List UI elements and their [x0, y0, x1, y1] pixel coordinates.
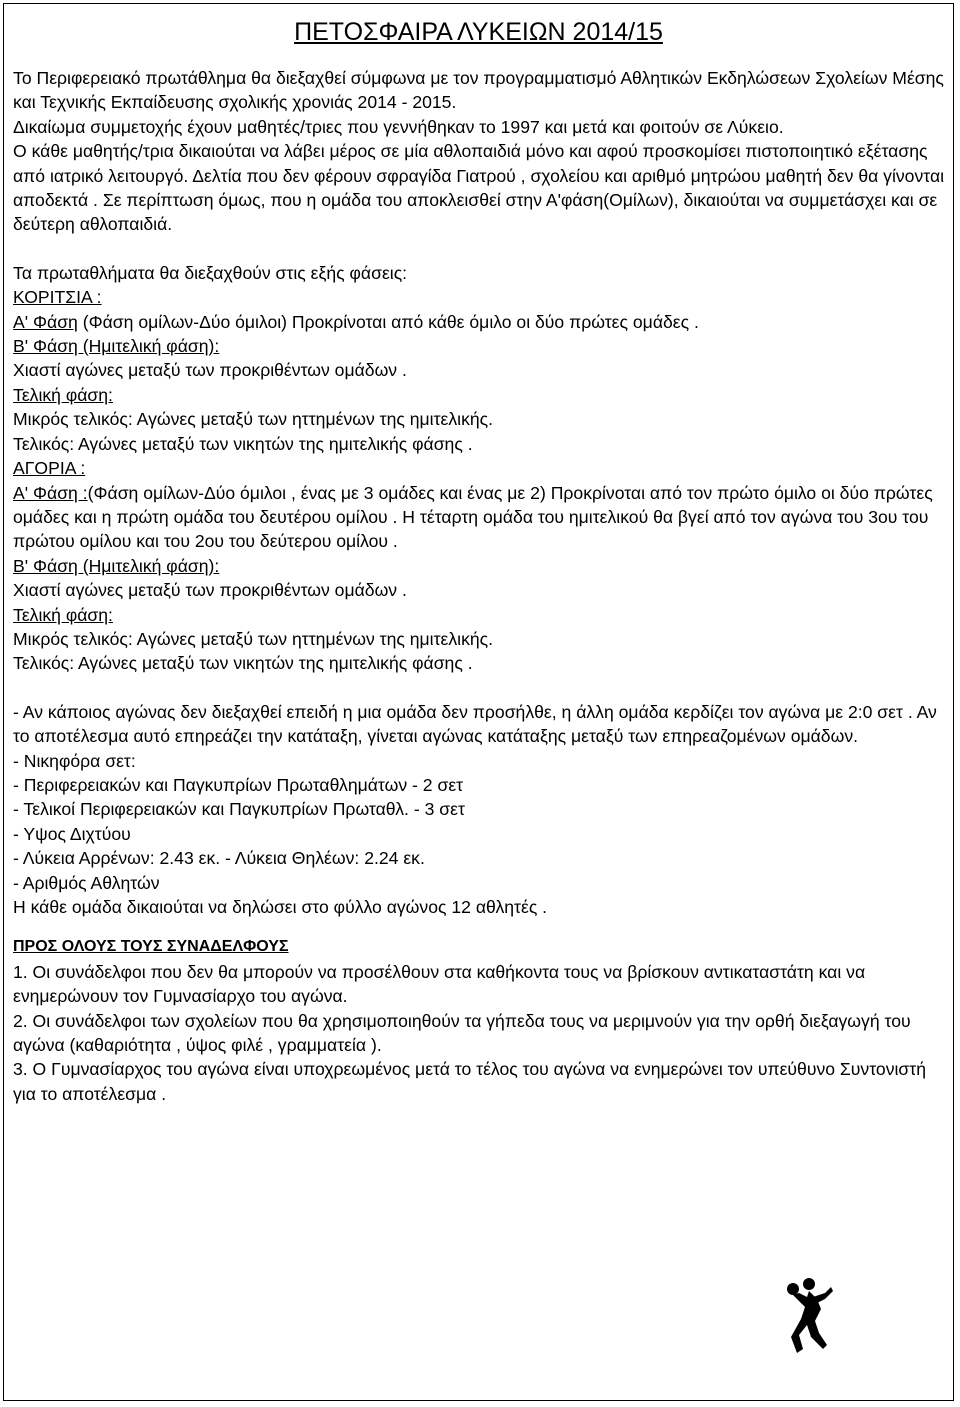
boys-final: Τελικός: Αγώνες μεταξύ των νικητών της ημιτελικής φάσης .	[13, 653, 473, 674]
girls-phase-a-text: (Φάση ομίλων-Δύο όμιλοι) Προκρίνοται από κάθε όμιλο οι δύο πρώτες ομάδες .	[77, 311, 699, 332]
intro-paragraph-3: Ο κάθε μαθητής/τρια δικαιούται να λάβει μέρος σε μία αθλοπαιδιά μόνο και αφού προσκομίσει πιστοποιητικό εξέτασης από ιατρικό λειτουργό. Δελτία που δεν φέρουν σφραγίδα Γιατρού , σχολείου και αριθμό μητρώου μαθητή δεν θα γίνονται αποδεκτά . Σε περίπτωση όμως, που η ομάδα του αποκλεισθεί στην Α'φάση(Ομίλων), δικαιούται να συμμετάσχει και σε δεύτερη αθλοπαιδιά.	[13, 141, 945, 235]
girls-phase-a-label: Α' Φάση	[13, 311, 78, 332]
girls-heading: ΚΟΡΙΤΣΙΑ :	[13, 287, 102, 308]
document-body	[13, 66, 948, 1106]
boys-small-final: Μικρός τελικός: Αγώνες μεταξύ των ηττημένων της ημιτελικής.	[13, 628, 494, 649]
boys-heading: ΑΓΟΡΙΑ :	[13, 458, 86, 479]
document-page	[3, 3, 954, 1401]
colleagues-item-3: 3. Ο Γυμνασίαρχος του αγώνα είναι υποχρεωμένος μετά το τέλος του αγώνα να ενημερώνει τον υπεύθυνο Συντονιστή για το αποτέλεσμα .	[13, 1059, 927, 1104]
rule-net-heading: - Υψος Διχτύου	[13, 823, 131, 844]
girls-final: Τελικός: Αγώνες μεταξύ των νικητών της ημιτελικής φάσης .	[13, 433, 473, 454]
colleagues-item-2: 2. Οι συνάδελφοι των σχολείων που θα χρησιμοποιηθούν τα γήπεδα τους να μεριμνούν για την ορθή διεξαγωγή του αγώνα (καθαριότητα , ύψος φιλέ , γραμματεία ).	[13, 1010, 911, 1056]
boys-phase-a-label: Α' Φάση :	[13, 482, 88, 503]
colleagues-heading: ΠΡΟΣ ΟΛΟΥΣ ΤΟΥΣ ΣΥΝΑΔΕΛΦΟΥΣ	[13, 938, 289, 956]
rule-sets-heading: - Νικηφόρα σετ:	[13, 750, 136, 771]
girls-phase-b-label: Β' Φάση (Ημιτελική φάση):	[13, 336, 220, 357]
rule-athletes-text: Η κάθε ομάδα δικαιούται να δηλώσει στο φύλλο αγώνος 12 αθλητές .	[13, 897, 548, 917]
rule-sets-regional: - Περιφερειακών και Παγκυπρίων Πρωταθλημάτων - 2 σετ	[13, 774, 464, 795]
boys-phase-a-text: (Φάση ομίλων-Δύο όμιλοι , ένας με 3 ομάδες και ένας με 2) Προκρίνοται από τον πρώτο όμιλο οι δύο πρώτες ομάδες και η πρώτη ομάδα του δευτέρου ομίλου . Η τέταρτη ομάδα του ημιτελικού θα βγεί από τον αγώνα του 3ου του πρώτου ομίλου και του 2ου του δεύτερου ομίλου .	[13, 482, 933, 552]
colleagues-item-1: 1. Οι συνάδελφοι που δεν θα μπορούν να προσέλθουν στα καθήκοντα τους να βρίσκουν αντικαταστάτη και να ενημερώνουν τον Γυμνασίαρχο του αγώνα.	[13, 961, 866, 1007]
girls-phase-a	[13, 310, 948, 334]
girls-final-label: Τελική φάση:	[13, 384, 113, 405]
girls-section	[13, 285, 948, 309]
boys-phase-b-label: Β' Φάση (Ημιτελική φάση):	[13, 555, 220, 576]
rule-athletes-heading: - Αριθμός Αθλητών	[13, 872, 160, 893]
rule-forfeit: - Αν κάποιος αγώνας δεν διεξαχθεί επειδή η μια ομάδα δεν προσήλθε, η άλλη ομάδα κερδίζει τον αγώνα με 2:0 σετ . Αν το αποτέλεσμα αυτό επηρεάζει την κατάταξη, γίνεται αγώνας κατάταξης μεταξύ των επηρεαζομένων ομάδων.	[13, 701, 937, 747]
boys-phase-a	[13, 481, 948, 554]
intro-paragraph-1: Το Περιφερειακό πρωτάθλημα θα διεξαχθεί σύμφωνα με τον προγραμματισμό Αθλητικών Εκδηλώσεων Σχολείων Μέσης και Τεχνικής Εκπαίδευσης σχολικής χρονιάς 2014 - 2015.	[13, 68, 944, 113]
phases-intro: Τα πρωταθλήματα θα διεξαχθούν στις εξής φάσεις:	[13, 262, 408, 283]
rule-sets-finals: - Τελικοί Περιφερειακών και Παγκυπρίων Πρωταθλ. - 3 σετ	[13, 799, 465, 820]
volleyball-player-icon	[779, 1275, 839, 1357]
boys-phase-b-text: Χιαστί αγώνες μεταξύ των προκριθέντων ομάδων .	[13, 580, 407, 601]
girls-small-final: Μικρός τελικός: Αγώνες μεταξύ των ηττημένων της ημιτελικής.	[13, 409, 494, 430]
boys-final-label: Τελική φάση:	[13, 604, 113, 625]
intro-paragraph-2: Δικαίωμα συμμετοχής έχουν μαθητές/τριες που γεννήθηκαν το 1997 και μετά και φοιτούν σε Λύκειο.	[13, 116, 784, 137]
page-title: ΠΕΤΟΣΦΑΙΡΑ ΛΥΚΕΙΩΝ 2014/15	[294, 18, 663, 46]
rule-net-heights: - Λύκεια Αρρένων: 2.43 εκ. - Λύκεια Θηλέων: 2.24 εκ.	[13, 848, 425, 869]
girls-phase-b-text: Χιαστί αγώνες μεταξύ των προκριθέντων ομάδων .	[13, 360, 407, 381]
